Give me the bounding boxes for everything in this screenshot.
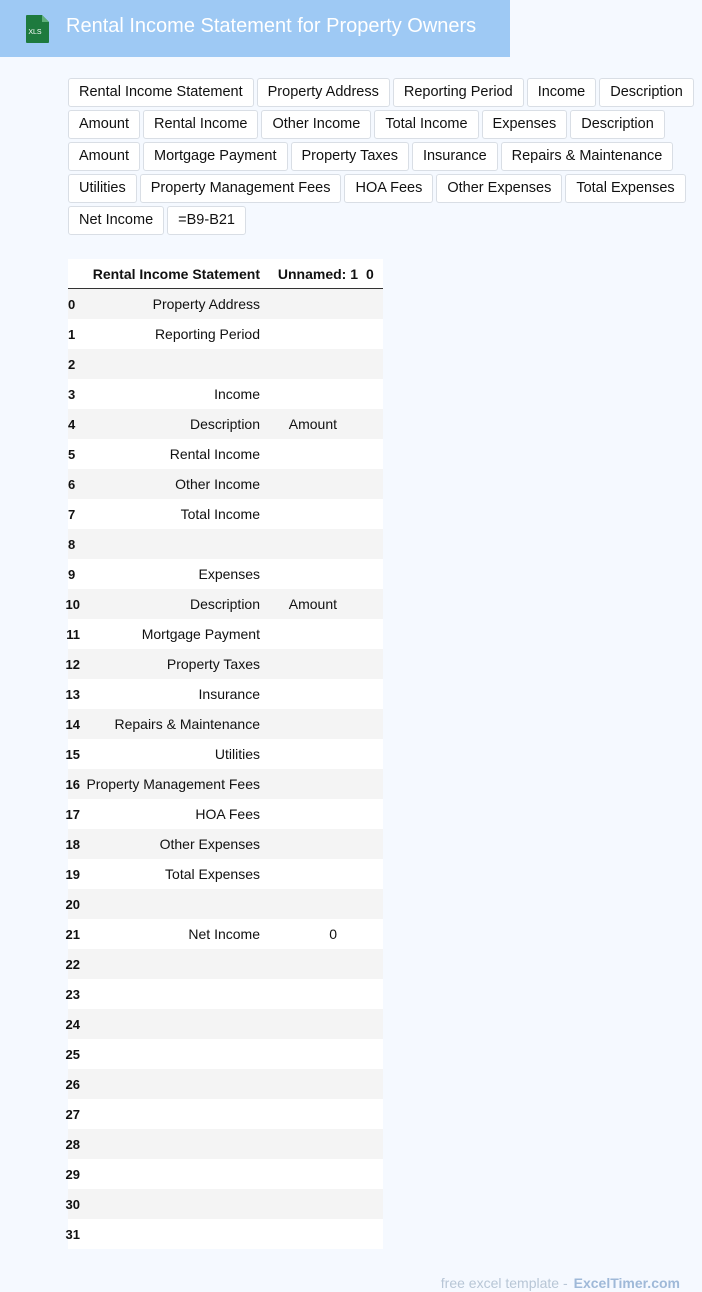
- label-chip: Amount: [68, 142, 140, 171]
- row-label: [80, 1039, 266, 1069]
- statement-table: [65, 259, 383, 1249]
- row-empty-cell: [366, 469, 383, 499]
- row-label: Total Income: [80, 499, 266, 529]
- table-row: [68, 1099, 383, 1129]
- table-row: [68, 949, 383, 979]
- row-index: 29: [68, 1159, 80, 1189]
- row-label: Rental Income: [80, 439, 266, 469]
- row-empty-cell: [366, 649, 383, 679]
- row-amount: [266, 829, 366, 859]
- row-empty-cell: [366, 1009, 383, 1039]
- row-amount: [266, 469, 366, 499]
- row-empty-cell: [366, 499, 383, 529]
- label-chip: Total Income: [374, 110, 478, 139]
- row-empty-cell: [366, 919, 383, 949]
- table-row: [68, 1039, 383, 1069]
- table-row: [68, 829, 383, 859]
- row-label: Insurance: [80, 679, 266, 709]
- row-amount: [266, 679, 366, 709]
- row-index: 14: [68, 709, 80, 739]
- row-index: 6: [68, 469, 80, 499]
- row-amount: [266, 859, 366, 889]
- row-empty-cell: [366, 1099, 383, 1129]
- row-label: Mortgage Payment: [80, 619, 266, 649]
- row-amount: [266, 289, 366, 320]
- row-empty-cell: [366, 829, 383, 859]
- row-index: 2: [68, 349, 80, 379]
- row-index: 5: [68, 439, 80, 469]
- row-index: 27: [68, 1099, 80, 1129]
- row-index: 16: [68, 769, 80, 799]
- row-index: 18: [68, 829, 80, 859]
- row-empty-cell: [366, 1129, 383, 1159]
- row-amount: [266, 1099, 366, 1129]
- table-row: [68, 1069, 383, 1099]
- row-amount: [266, 349, 366, 379]
- row-amount: [266, 799, 366, 829]
- table-row: [68, 319, 383, 349]
- row-empty-cell: [366, 319, 383, 349]
- row-label: Repairs & Maintenance: [80, 709, 266, 739]
- row-index: 21: [68, 919, 80, 949]
- row-label: [80, 529, 266, 559]
- label-chip: Expenses: [482, 110, 568, 139]
- row-amount: [266, 499, 366, 529]
- label-chip: Other Income: [261, 110, 371, 139]
- row-index: 23: [68, 979, 80, 1009]
- row-empty-cell: [366, 379, 383, 409]
- row-label: Reporting Period: [80, 319, 266, 349]
- row-label: Utilities: [80, 739, 266, 769]
- table-row: [68, 589, 383, 619]
- row-amount: [266, 889, 366, 919]
- row-label: [80, 1099, 266, 1129]
- row-amount: [266, 1159, 366, 1189]
- row-amount: [266, 1189, 366, 1219]
- label-chip: Description: [599, 78, 694, 107]
- row-empty-cell: [366, 859, 383, 889]
- table-row: [68, 1219, 383, 1249]
- row-amount: [266, 439, 366, 469]
- xls-file-icon: [23, 14, 51, 44]
- row-label: [80, 349, 266, 379]
- page-title: Rental Income Statement for Property Owners: [66, 15, 477, 37]
- table-row: [68, 349, 383, 379]
- app-header: [0, 0, 510, 57]
- row-amount: [266, 1009, 366, 1039]
- row-empty-cell: [366, 799, 383, 829]
- row-label: Expenses: [80, 559, 266, 589]
- label-chip: Mortgage Payment: [143, 142, 288, 171]
- row-amount: [266, 769, 366, 799]
- table-row: [68, 1009, 383, 1039]
- row-empty-cell: [366, 679, 383, 709]
- row-amount: [266, 1129, 366, 1159]
- label-chip: Rental Income: [143, 110, 259, 139]
- table-row: [68, 439, 383, 469]
- row-index: 24: [68, 1009, 80, 1039]
- label-chip: Repairs & Maintenance: [501, 142, 674, 171]
- row-index: 8: [68, 529, 80, 559]
- row-empty-cell: [366, 1069, 383, 1099]
- row-amount: [266, 1039, 366, 1069]
- label-chip: Property Management Fees: [140, 174, 342, 203]
- row-amount: [266, 649, 366, 679]
- row-label: [80, 1189, 266, 1219]
- sheet-labels: [68, 78, 698, 235]
- table-row: [68, 619, 383, 649]
- row-label: Property Taxes: [80, 649, 266, 679]
- row-empty-cell: [366, 409, 383, 439]
- row-label: Other Income: [80, 469, 266, 499]
- column-header-rental-income-statement: Rental Income Statement: [80, 259, 266, 289]
- label-chip: Other Expenses: [436, 174, 562, 203]
- row-empty-cell: [366, 889, 383, 919]
- column-header-0: 0: [366, 259, 383, 289]
- row-index: 0: [68, 289, 80, 320]
- row-amount: [266, 619, 366, 649]
- row-index: 26: [68, 1069, 80, 1099]
- row-empty-cell: [366, 739, 383, 769]
- table-row: [68, 799, 383, 829]
- table-row: [68, 979, 383, 1009]
- row-empty-cell: [366, 1219, 383, 1249]
- row-empty-cell: [366, 529, 383, 559]
- column-header-unnamed-1: Unnamed: 1: [266, 259, 366, 289]
- row-amount: [266, 379, 366, 409]
- row-index: 4: [68, 409, 80, 439]
- table-row: [68, 529, 383, 559]
- row-amount: Amount: [266, 409, 366, 439]
- row-index: 19: [68, 859, 80, 889]
- row-empty-cell: [366, 559, 383, 589]
- row-empty-cell: [366, 949, 383, 979]
- row-label: Description: [80, 589, 266, 619]
- label-chip: Amount: [68, 110, 140, 139]
- table-row: [68, 559, 383, 589]
- row-empty-cell: [366, 619, 383, 649]
- footer-brand-link[interactable]: ExcelTimer.com: [573, 1275, 680, 1291]
- table-row: [68, 709, 383, 739]
- row-label: HOA Fees: [80, 799, 266, 829]
- row-label: [80, 1069, 266, 1099]
- row-label: Description: [80, 409, 266, 439]
- row-amount: [266, 979, 366, 1009]
- row-amount: Amount: [266, 589, 366, 619]
- row-label: Property Address: [80, 289, 266, 320]
- row-amount: [266, 319, 366, 349]
- row-label: [80, 1009, 266, 1039]
- row-label: Total Expenses: [80, 859, 266, 889]
- row-label: Other Expenses: [80, 829, 266, 859]
- label-chip: Rental Income Statement: [68, 78, 254, 107]
- label-chip: Description: [570, 110, 665, 139]
- label-chip: Utilities: [68, 174, 137, 203]
- label-chip: Property Taxes: [291, 142, 409, 171]
- table-row: [68, 919, 383, 949]
- row-empty-cell: [366, 709, 383, 739]
- row-empty-cell: [366, 349, 383, 379]
- table-row: [68, 859, 383, 889]
- row-index: 31: [68, 1219, 80, 1249]
- table-row: [68, 1189, 383, 1219]
- table-row: [68, 739, 383, 769]
- table-row: [68, 769, 383, 799]
- row-index: 1: [68, 319, 80, 349]
- row-index: 3: [68, 379, 80, 409]
- table-row: [68, 499, 383, 529]
- row-empty-cell: [366, 769, 383, 799]
- row-label: [80, 949, 266, 979]
- table-row: [68, 289, 383, 320]
- row-amount: [266, 709, 366, 739]
- row-index: 15: [68, 739, 80, 769]
- table-row: [68, 1159, 383, 1189]
- row-label: Net Income: [80, 919, 266, 949]
- label-chip: Net Income: [68, 206, 164, 235]
- row-index: 13: [68, 679, 80, 709]
- row-index: 12: [68, 649, 80, 679]
- row-empty-cell: [366, 979, 383, 1009]
- footer: [441, 1275, 680, 1291]
- row-amount: [266, 1069, 366, 1099]
- row-label: [80, 889, 266, 919]
- table-row: [68, 409, 383, 439]
- row-index: 30: [68, 1189, 80, 1219]
- row-amount: [266, 1219, 366, 1249]
- label-chip: Income: [527, 78, 597, 107]
- row-index: 22: [68, 949, 80, 979]
- row-label: Income: [80, 379, 266, 409]
- row-empty-cell: [366, 1189, 383, 1219]
- table-row: [68, 649, 383, 679]
- row-amount: [266, 529, 366, 559]
- table-row: [68, 1129, 383, 1159]
- table-row: [68, 679, 383, 709]
- row-empty-cell: [366, 589, 383, 619]
- label-chip: Insurance: [412, 142, 498, 171]
- table-header-row: [68, 259, 383, 289]
- label-chip: HOA Fees: [344, 174, 433, 203]
- row-index: 9: [68, 559, 80, 589]
- row-label: [80, 1159, 266, 1189]
- row-index: 7: [68, 499, 80, 529]
- row-empty-cell: [366, 1159, 383, 1189]
- label-chip: =B9-B21: [167, 206, 246, 235]
- row-empty-cell: [366, 439, 383, 469]
- footer-text: free excel template -: [440, 1275, 568, 1291]
- row-index: 17: [68, 799, 80, 829]
- table-row: [68, 469, 383, 499]
- row-amount: [266, 949, 366, 979]
- row-label: [80, 1219, 266, 1249]
- row-empty-cell: [366, 289, 383, 320]
- table-row: [68, 379, 383, 409]
- table-row: [68, 889, 383, 919]
- row-amount: [266, 739, 366, 769]
- index-header: [68, 259, 80, 289]
- row-index: 25: [68, 1039, 80, 1069]
- label-chip: Property Address: [257, 78, 390, 107]
- row-index: 10: [68, 589, 80, 619]
- row-index: 20: [68, 889, 80, 919]
- row-label: Property Management Fees: [80, 769, 266, 799]
- svg-text:XLS: XLS: [28, 29, 42, 36]
- row-empty-cell: [366, 1039, 383, 1069]
- row-label: [80, 979, 266, 1009]
- row-amount: [266, 559, 366, 589]
- label-chip: Reporting Period: [393, 78, 524, 107]
- row-index: 11: [68, 619, 80, 649]
- row-label: [80, 1129, 266, 1159]
- row-index: 28: [68, 1129, 80, 1159]
- row-amount: 0: [266, 919, 366, 949]
- label-chip: Total Expenses: [565, 174, 685, 203]
